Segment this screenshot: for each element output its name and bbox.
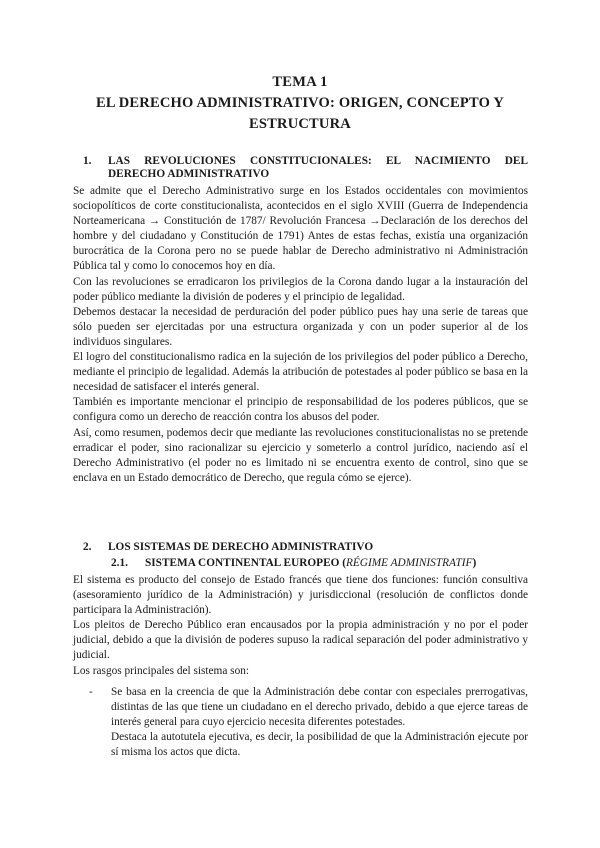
paragraph: Los rasgos principales del sistema son: xyxy=(73,664,250,677)
list-item-paragraph: Se basa en la creencia de que la Administración debe contar con especiales prerrogativas, distintas de las que tiene un ciudadano en el derecho privado, debido a que ejerce tareas de interés general para cuyo ejercicio necesita diferentes potestades. xyxy=(111,686,528,729)
section-2-1-number: 2.1. xyxy=(111,557,128,569)
heading-italic: RÉGIME ADMINISTRATIF xyxy=(345,557,473,569)
paragraph: Los pleitos de Derecho Público eran encausados por la propia administración y no por el poder judicial, debido a que la división de poderes supuso la radical separación del poder administrativo y judicial. xyxy=(73,619,528,662)
section-2-heading-text: LOS SISTEMAS DE DERECHO ADMINISTRATIVO xyxy=(108,541,374,553)
paragraph: Debemos destacar la necesidad de perduración del poder público pues hay una serie de tareas que sólo pueden ser ejercitadas por una estructura organizada y con un poder superior al de los individuos singulares. xyxy=(73,305,528,348)
list-item-paragraph: Destaca la autotutela ejecutiva, es decir, la posibilidad de que la Administración ejecute por sí misma los actos que dicta. xyxy=(111,731,528,759)
paragraph: También es importante mencionar el principio de responsabilidad de los poderes públicos, que se configura como un derecho de reacción contra los abusos del poder. xyxy=(73,396,528,424)
section-2-body xyxy=(73,573,528,679)
paragraph: El sistema es producto del consejo de Estado francés que tiene dos funciones: función consultiva (asesoramiento jurídico de la Administración) y jurisdiccional (resolución de conflictos donde participara la Administración). xyxy=(73,574,528,617)
section-2-1-heading-text xyxy=(145,557,476,570)
list-item xyxy=(111,685,528,760)
heading-main: SISTEMA CONTINENTAL EUROPEO ( xyxy=(145,557,346,569)
list-marker: - xyxy=(89,686,93,698)
section-2-number: 2. xyxy=(83,541,92,553)
section-1-heading-text: LAS REVOLUCIONES CONSTITUCIONALES: EL NACIMIENTO DEL DERECHO ADMINISTRATIVO xyxy=(108,155,528,180)
section-1-body xyxy=(73,184,528,486)
heading-close: ) xyxy=(472,557,477,569)
section-1-number: 1. xyxy=(83,155,92,167)
paragraph: Así, como resumen, podemos decir que mediante las revoluciones constitucionalistas no se pretende erradicar el poder, sino racionalizar su ejercicio y someterlo a control jurídico, naciendo así el Derecho Administrativo (el poder no es limitado ni se encuentra exento de control, sino que se enclava en un Estado democrático de Derecho, que regula cómo se ejerce). xyxy=(73,426,528,484)
paragraph: El logro del constitucionalismo radica en la sujeción de los privilegios del poder público a Derecho, mediante el principio de legalidad. Además la atribución de potestades al poder público se basa en la necesidad de satisfacer el interés general. xyxy=(73,351,528,394)
document-title: TEMA 1 xyxy=(272,74,328,90)
paragraph: Se admite que el Derecho Administrativo surge en los Estados occidentales con movimientos sociopolíticos de corte constitucionalista, acontecidos en el siglo XVIII (Guerra de Independencia Norteamericana → Constitución de 1787/ Revolución Francesa →Declaración de los derechos del hombre y del ciudadano y Constitución de 1791) Antes de estas fechas, existía una organización burocrática de la Corona pero no se puede hablar de Derecho administrativo ni Administración Pública tal y como lo conocemos hoy en día. xyxy=(73,185,528,273)
section-1-heading xyxy=(83,155,528,181)
paragraph: Con las revoluciones se erradicaron los privilegios de la Corona dando lugar a la instauración del poder público mediante la división de poderes y el principio de legalidad. xyxy=(73,275,528,303)
document-subtitle: EL DERECHO ADMINISTRATIVO: ORIGEN, CONCEPTO Y ESTRUCTURA xyxy=(95,95,505,132)
